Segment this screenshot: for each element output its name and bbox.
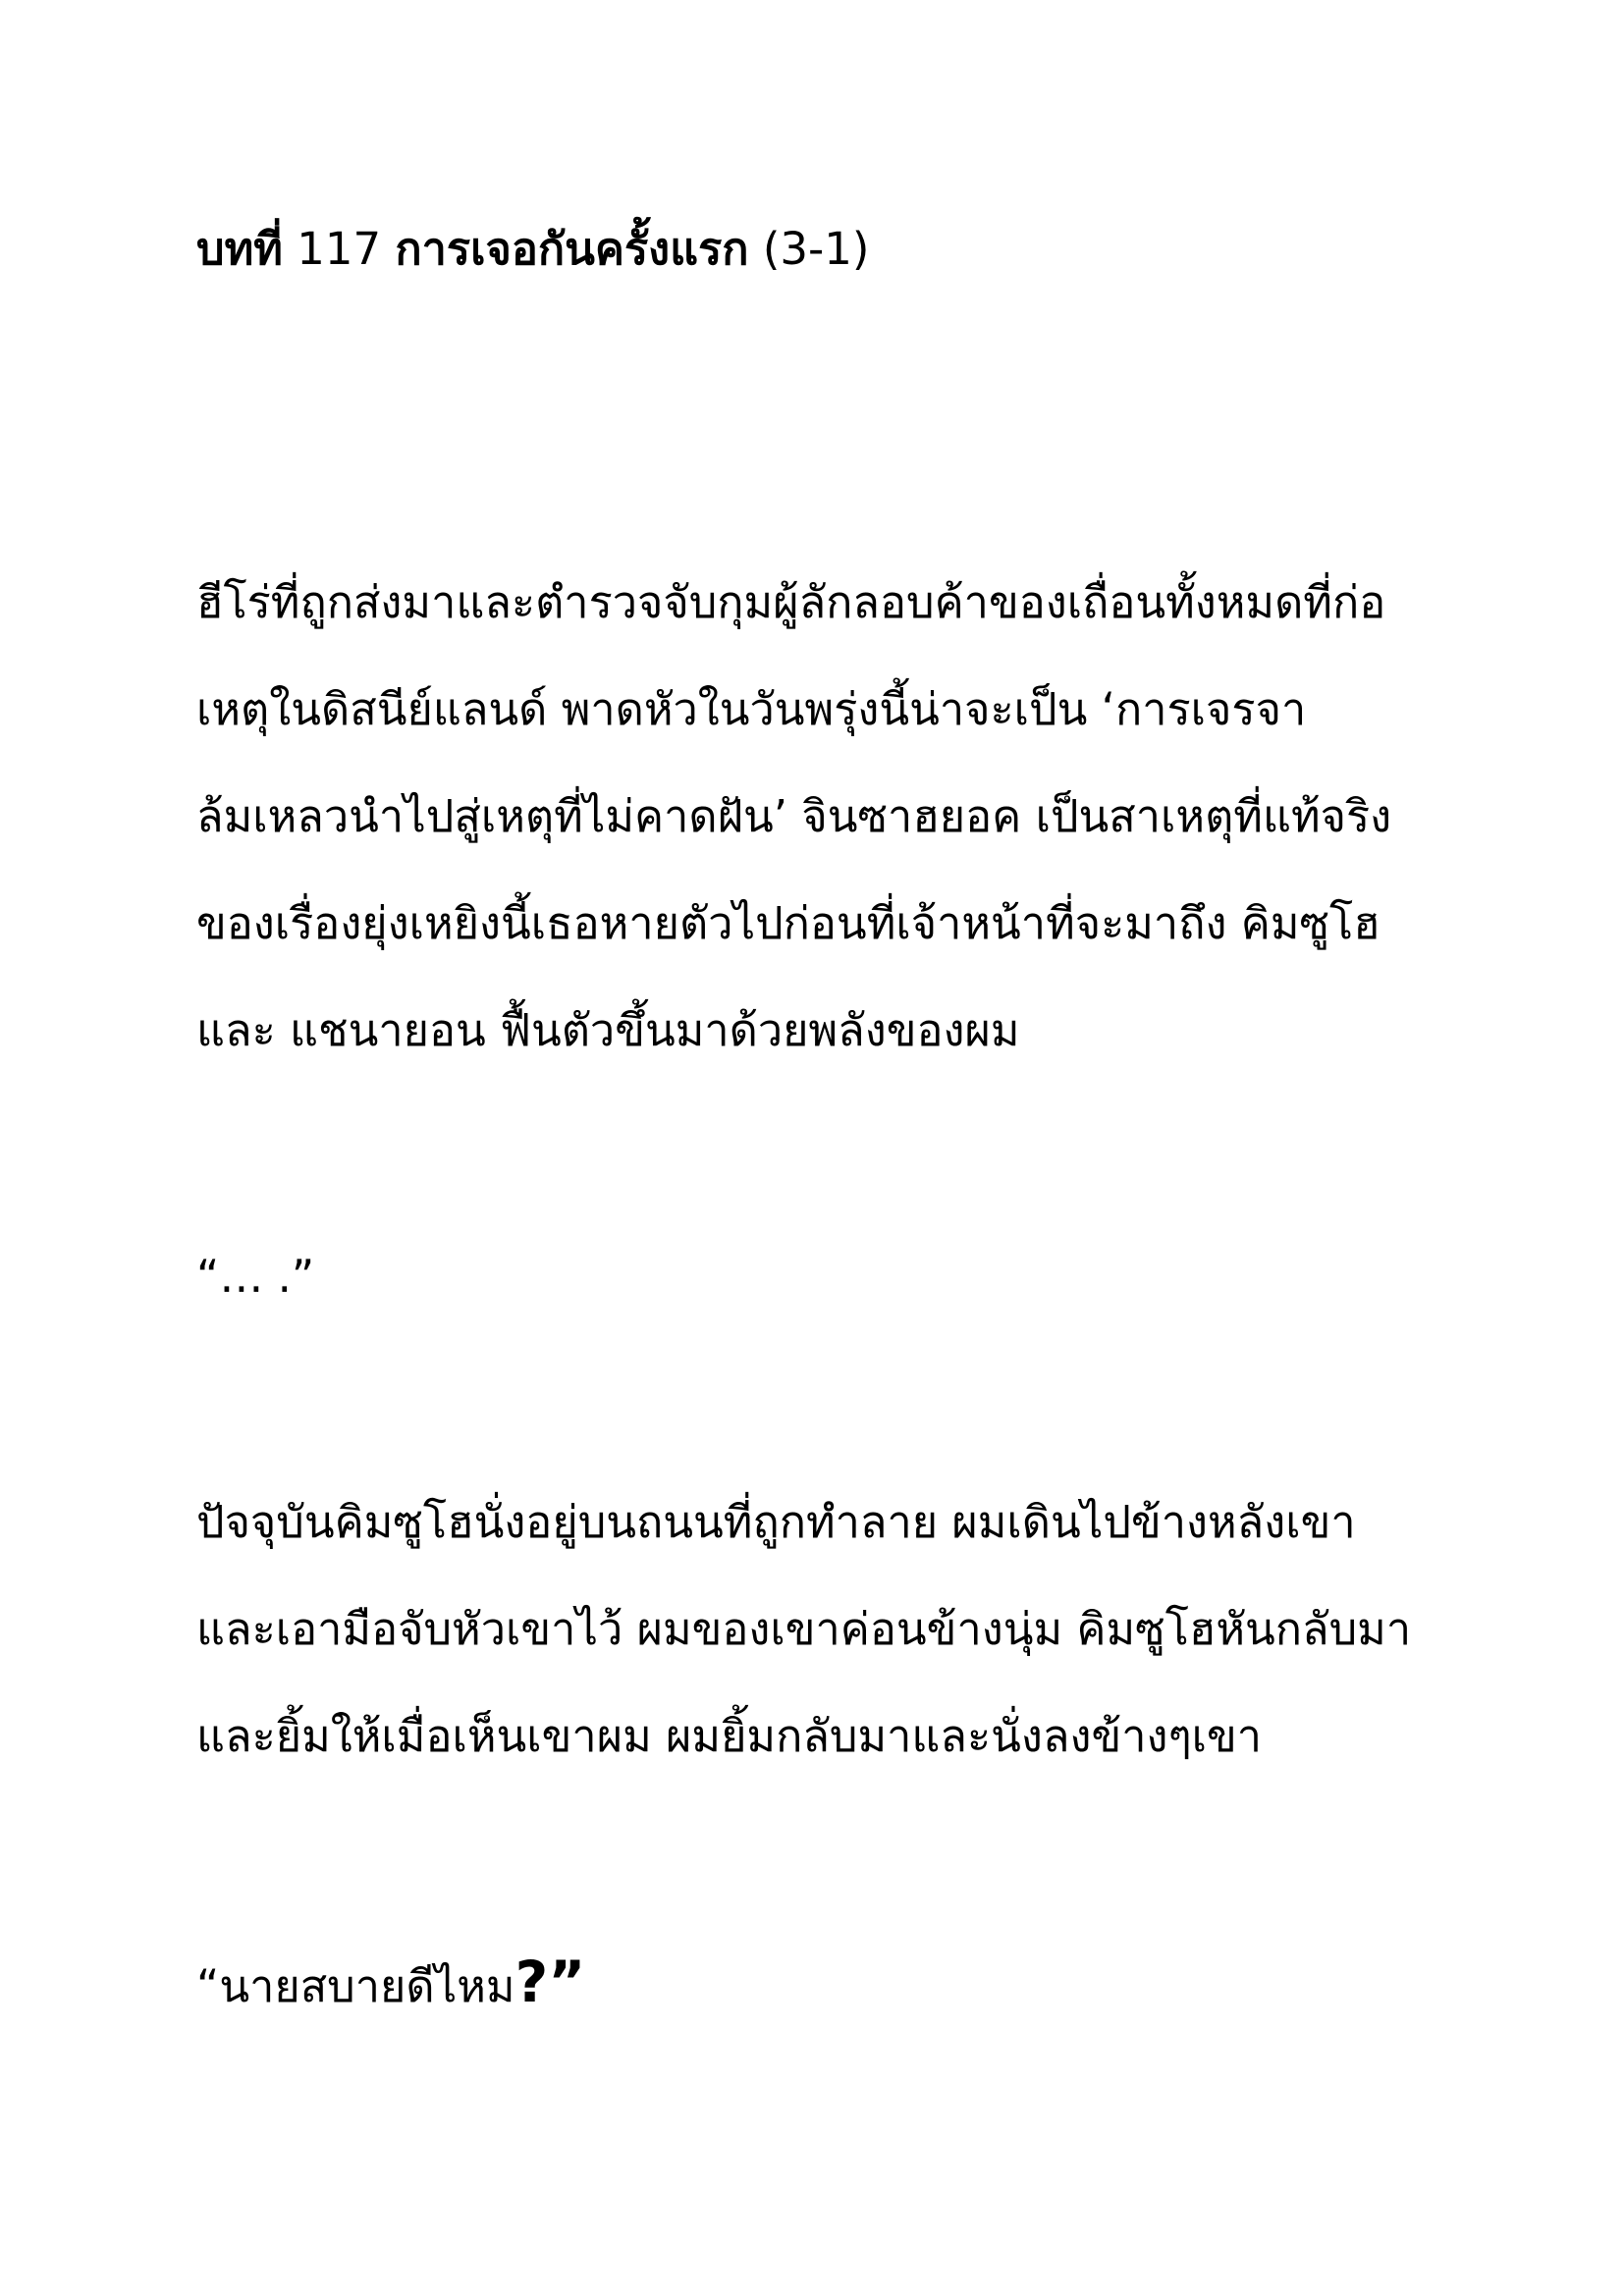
title-chapter-name: การเจอกันครั้งแรก bbox=[395, 223, 749, 275]
paragraph-1-line-4: ของเรื่องยุ่งเหยิงนี้เธอหายตัวไปก่อนที่เจ้าหน้าที่จะมาถึง คิมซูโฮ bbox=[196, 897, 1380, 949]
paragraph-1-line-3: ล้มเหลวนำไปสู่เหตุที่ไม่คาดฝัน’ จินซาฮยอค เป็นสาเหตุที่แท้จริง bbox=[196, 790, 1392, 842]
paragraph-2-line-2: และเอามือจับหัวเขาไว้ ผมของเขาค่อนข้างนุ่ม คิมซูโฮหันกลับมา bbox=[196, 1603, 1412, 1655]
dialogue-question-mark: ?” bbox=[514, 1949, 586, 2015]
paragraph-2-line-1: ปัจจุบันคิมซูโฮนั่งอยู่บนถนนที่ถูกทำลาย ผมเดินไปข้างหลังเขา bbox=[196, 1496, 1356, 1548]
title-chapter-part: (3-1) bbox=[748, 223, 870, 275]
ellipsis-dialogue: “… .” bbox=[196, 1251, 315, 1303]
paragraph-1-line-2: เหตุในดิสนีย์แลนด์ พาดหัวในวันพรุ่งนี้น่าจะเป็น ‘การเจรจา bbox=[196, 683, 1307, 735]
chapter-title bbox=[196, 214, 869, 285]
dialogue-line bbox=[196, 1947, 585, 2022]
paragraph-2-line-3: และยิ้มให้เมื่อเห็นเขาผม ผมยิ้มกลับมาและนั่งลงข้างๆเขา bbox=[196, 1710, 1263, 1762]
dialogue-text: “นายสบายดีไหม bbox=[196, 1960, 515, 2012]
title-chapter-number: 117 bbox=[282, 223, 396, 275]
paragraph-1-line-5: และ แชนายอน ฟื้นตัวขึ้นมาด้วยพลังของผม bbox=[196, 1004, 1020, 1056]
title-chapter-word: บทที่ bbox=[196, 223, 283, 275]
paragraph-1-line-1: ฮีโร่ที่ถูกส่งมาและตำรวจจับกุมผู้ลักลอบค้าของเถื่อนทั้งหมดที่ก่อ bbox=[196, 576, 1386, 628]
